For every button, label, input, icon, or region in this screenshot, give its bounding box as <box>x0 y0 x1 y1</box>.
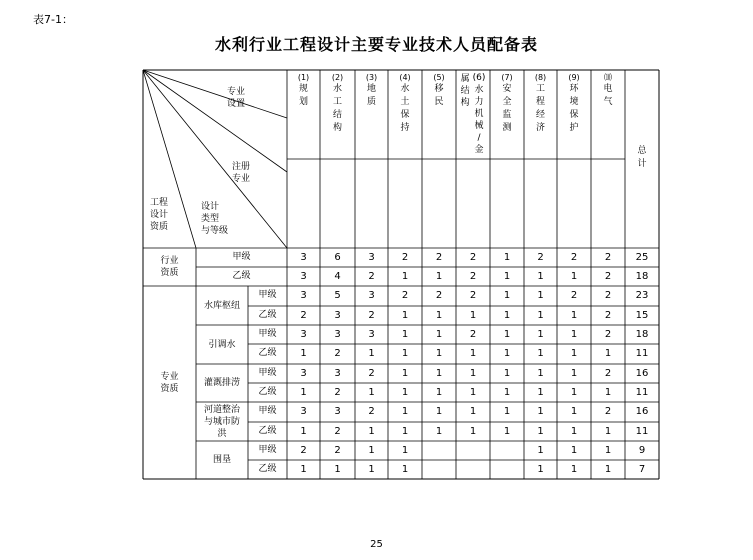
professional-row-value: 1 <box>604 426 612 437</box>
corner-design-type-level: 设计 类型 与等级 <box>201 202 229 236</box>
professional-row-value: 2 <box>300 310 307 321</box>
professional-row-value: 1 <box>300 464 307 475</box>
industry-row-value: 2 <box>604 252 612 263</box>
professional-row-value: 1 <box>570 310 578 321</box>
professional-row-value: 3 <box>334 406 341 417</box>
professional-row-value: 1 <box>537 387 544 398</box>
professional-row-value: 1 <box>469 368 477 379</box>
column-label: 电 气 <box>603 84 613 107</box>
column-header-2 <box>320 72 355 135</box>
professional-row-grade: 甲级 <box>258 368 277 378</box>
professional-row-value: 1 <box>334 464 341 475</box>
column-header-10 <box>591 72 625 109</box>
column-header-1 <box>287 72 320 109</box>
professional-row-grade: 甲级 <box>258 445 277 455</box>
professional-row-value: 1 <box>503 290 511 301</box>
page-title: 水利行业工程设计主要专业技术人员配备表 <box>214 35 538 54</box>
professional-row-total: 11 <box>635 387 649 398</box>
column-header-4 <box>388 72 422 135</box>
column-number: ⑽ <box>604 73 612 82</box>
professional-row-value: 1 <box>570 387 578 398</box>
industry-row-value: 6 <box>334 252 341 263</box>
professional-row-total: 16 <box>635 368 649 379</box>
professional-row-value: 2 <box>368 310 375 321</box>
industry-row-value: 2 <box>604 271 612 282</box>
professional-row-value <box>422 441 456 460</box>
column-header-3 <box>355 72 388 109</box>
industry-row-total: 25 <box>635 252 649 263</box>
professional-row-value: 1 <box>469 387 477 398</box>
professional-row-value: 1 <box>570 426 578 437</box>
professional-row-value: 1 <box>300 387 307 398</box>
professional-row-value: 2 <box>469 329 477 340</box>
professional-row-value: 2 <box>401 290 409 301</box>
professional-row-value: 1 <box>368 387 375 398</box>
professional-row-value: 1 <box>435 406 443 417</box>
column-number: (3) <box>365 73 378 82</box>
professional-row-value: 2 <box>604 329 612 340</box>
professional-row-value: 1 <box>469 406 477 417</box>
professional-row-value: 1 <box>469 310 477 321</box>
professional-row-value: 1 <box>604 445 612 456</box>
professional-row-value: 2 <box>604 368 612 379</box>
professional-row-value: 2 <box>334 387 341 398</box>
professional-row-value: 3 <box>334 368 341 379</box>
professional-row-value: 2 <box>300 445 307 456</box>
professional-row-value: 1 <box>368 464 375 475</box>
professional-row-value: 1 <box>570 329 578 340</box>
corner-qualification: 工程 设计 资质 <box>150 198 169 232</box>
professional-row-value: 1 <box>503 387 511 398</box>
professional-row-value: 1 <box>401 310 409 321</box>
column-label-part: 属 结 构 <box>460 74 470 108</box>
industry-row-value: 2 <box>570 252 578 263</box>
design-type-2: 引调水 <box>208 339 236 350</box>
industry-row-value: 1 <box>570 271 578 282</box>
professional-row-value <box>456 441 490 460</box>
professional-row-value: 1 <box>469 426 477 437</box>
industry-row-grade: 乙级 <box>232 271 251 281</box>
professional-row-value: 1 <box>537 348 544 359</box>
professional-row-value: 5 <box>334 290 341 301</box>
professional-row-grade: 甲级 <box>258 406 277 416</box>
professional-row-value: 1 <box>435 368 443 379</box>
professional-row-value: 1 <box>604 348 612 359</box>
professional-row-value: 1 <box>503 329 511 340</box>
page-number: 25 <box>370 539 383 550</box>
professional-row-grade: 乙级 <box>258 387 277 397</box>
professional-row-value: 1 <box>503 310 511 321</box>
professional-row-value: 1 <box>537 464 544 475</box>
industry-row-value: 2 <box>401 252 409 263</box>
column-label: 环 境 保 护 <box>569 84 579 133</box>
column-header-6 <box>456 72 490 156</box>
industry-row-value: 2 <box>469 252 477 263</box>
design-type-5: 围垦 <box>212 455 231 465</box>
column-label: 安 全 监 测 <box>502 84 512 133</box>
professional-row-value: 1 <box>537 406 544 417</box>
column-label-part: (6) 水 力 机 械 / 金 <box>472 73 486 155</box>
professional-row-value: 3 <box>334 329 341 340</box>
professional-row-value: 1 <box>401 348 409 359</box>
column-number: (2) <box>331 73 344 82</box>
professional-row-value <box>490 441 524 460</box>
professional-row-value: 1 <box>537 426 544 437</box>
professional-row-value: 3 <box>334 310 341 321</box>
professional-row-value <box>422 460 456 479</box>
column-number: (8) <box>534 73 547 82</box>
professional-row-value: 2 <box>604 406 612 417</box>
professional-row-value: 1 <box>570 348 578 359</box>
professional-row-total: 23 <box>635 290 649 301</box>
design-type-3: 灌溉排涝 <box>203 378 240 388</box>
professional-row-grade: 甲级 <box>258 290 277 300</box>
column-label: 移 民 <box>434 84 444 107</box>
table-label: 表7-1： <box>33 13 73 26</box>
professional-row-value: 1 <box>401 368 409 379</box>
professional-row-value: 1 <box>537 329 544 340</box>
professional-row-value: 1 <box>537 290 544 301</box>
professional-qualification-label: 专业 资质 <box>160 371 179 394</box>
professional-row-grade: 乙级 <box>258 310 277 320</box>
industry-row-value: 1 <box>401 271 409 282</box>
professional-row-total: 15 <box>635 310 649 321</box>
professional-row-value: 3 <box>300 329 307 340</box>
professional-row-value: 1 <box>300 348 307 359</box>
professional-row-value: 1 <box>570 464 578 475</box>
professional-row-value: 1 <box>503 368 511 379</box>
professional-row-total: 11 <box>635 426 649 437</box>
column-header-5 <box>422 72 456 109</box>
column-header-9 <box>557 72 591 135</box>
professional-row-value: 1 <box>537 310 544 321</box>
industry-row-value: 1 <box>503 252 511 263</box>
column-number: (1) <box>297 73 310 82</box>
professional-row-value: 1 <box>537 368 544 379</box>
industry-row-value: 1 <box>537 271 544 282</box>
industry-row-value: 2 <box>537 252 544 263</box>
professional-row-value: 2 <box>334 445 341 456</box>
industry-row-value: 2 <box>368 271 375 282</box>
professional-row-value: 2 <box>469 290 477 301</box>
professional-row-value: 1 <box>401 464 409 475</box>
industry-row-total: 18 <box>635 271 649 282</box>
professional-row-value: 1 <box>401 445 409 456</box>
professional-row-value <box>490 460 524 479</box>
professional-row-value: 2 <box>334 426 341 437</box>
professional-row-value: 1 <box>435 310 443 321</box>
professional-row-value: 3 <box>300 290 307 301</box>
column-number: (9) <box>568 73 580 82</box>
professional-row-value: 1 <box>368 348 375 359</box>
professional-row-value: 1 <box>300 426 307 437</box>
professional-row-grade: 甲级 <box>258 329 277 339</box>
professional-row-grade: 乙级 <box>258 464 277 474</box>
column-label: 水 工 结 构 <box>332 84 342 133</box>
professional-row-value: 3 <box>300 406 307 417</box>
professional-row-total: 16 <box>635 406 649 417</box>
professional-row-total: 18 <box>635 329 649 340</box>
design-type-4: 河道整治 与城市防 洪 <box>203 404 240 439</box>
industry-row-value: 1 <box>435 271 443 282</box>
professional-row-total: 9 <box>638 445 646 456</box>
industry-row-value: 3 <box>300 252 307 263</box>
professional-row-total: 11 <box>635 348 649 359</box>
industry-row-value: 3 <box>300 271 307 282</box>
column-label: 地 质 <box>366 84 376 107</box>
professional-row-value: 1 <box>503 406 511 417</box>
column-number: (4) <box>399 73 411 82</box>
professional-row-value: 1 <box>570 368 578 379</box>
industry-row-value: 2 <box>435 252 443 263</box>
professional-row-value: 1 <box>401 387 409 398</box>
professional-row-value <box>456 460 490 479</box>
professional-row-value: 1 <box>469 348 477 359</box>
professional-row-value: 1 <box>503 348 511 359</box>
professional-row-value: 1 <box>537 445 544 456</box>
professional-row-value: 3 <box>300 368 307 379</box>
column-number: (5) <box>433 73 445 82</box>
professional-row-value: 1 <box>503 426 511 437</box>
professional-row-value: 1 <box>401 329 409 340</box>
professional-row-value: 3 <box>368 290 375 301</box>
column-number: (7) <box>501 73 513 82</box>
professional-row-value: 1 <box>401 406 409 417</box>
column-label: 规 划 <box>298 84 308 107</box>
professional-row-value: 1 <box>604 464 612 475</box>
professional-row-value: 1 <box>435 426 443 437</box>
professional-row-value: 2 <box>604 310 612 321</box>
professional-row-value: 2 <box>435 290 443 301</box>
professional-row-value: 1 <box>604 387 612 398</box>
industry-row-value: 3 <box>368 252 375 263</box>
column-header-7 <box>490 72 524 135</box>
professional-row-value: 2 <box>334 348 341 359</box>
professional-row-grade: 乙级 <box>258 426 277 436</box>
professional-row-value: 1 <box>435 348 443 359</box>
corner-specialty-setting: 专业 设置 <box>227 87 246 109</box>
professional-row-grade: 乙级 <box>258 348 277 358</box>
column-label: 工 程 经 济 <box>535 84 545 133</box>
professional-row-value: 1 <box>570 445 578 456</box>
industry-qualification-label: 行业 资质 <box>160 256 179 278</box>
professional-row-value: 1 <box>368 445 375 456</box>
professional-row-total: 7 <box>638 464 646 475</box>
professional-row-value: 1 <box>435 329 443 340</box>
corner-registered-specialty: 注册 专业 <box>232 162 251 184</box>
professional-row-value: 2 <box>368 406 375 417</box>
professional-row-value: 2 <box>368 368 375 379</box>
professional-row-value: 3 <box>368 329 375 340</box>
design-type-1: 水库枢纽 <box>203 300 240 311</box>
industry-row-value: 1 <box>503 271 511 282</box>
column-label: 水 土 保 持 <box>400 84 410 133</box>
industry-row-value: 2 <box>469 271 477 282</box>
professional-row-value: 1 <box>401 426 409 437</box>
professional-row-value: 2 <box>570 290 578 301</box>
industry-row-grade: 甲级 <box>232 252 251 262</box>
total-header: 总 计 <box>637 146 647 169</box>
professional-row-value: 1 <box>368 426 375 437</box>
professional-row-value: 1 <box>435 387 443 398</box>
industry-row-value: 4 <box>334 271 341 282</box>
professional-row-value: 2 <box>604 290 612 301</box>
professional-row-value: 1 <box>570 406 578 417</box>
column-header-8 <box>524 72 557 135</box>
